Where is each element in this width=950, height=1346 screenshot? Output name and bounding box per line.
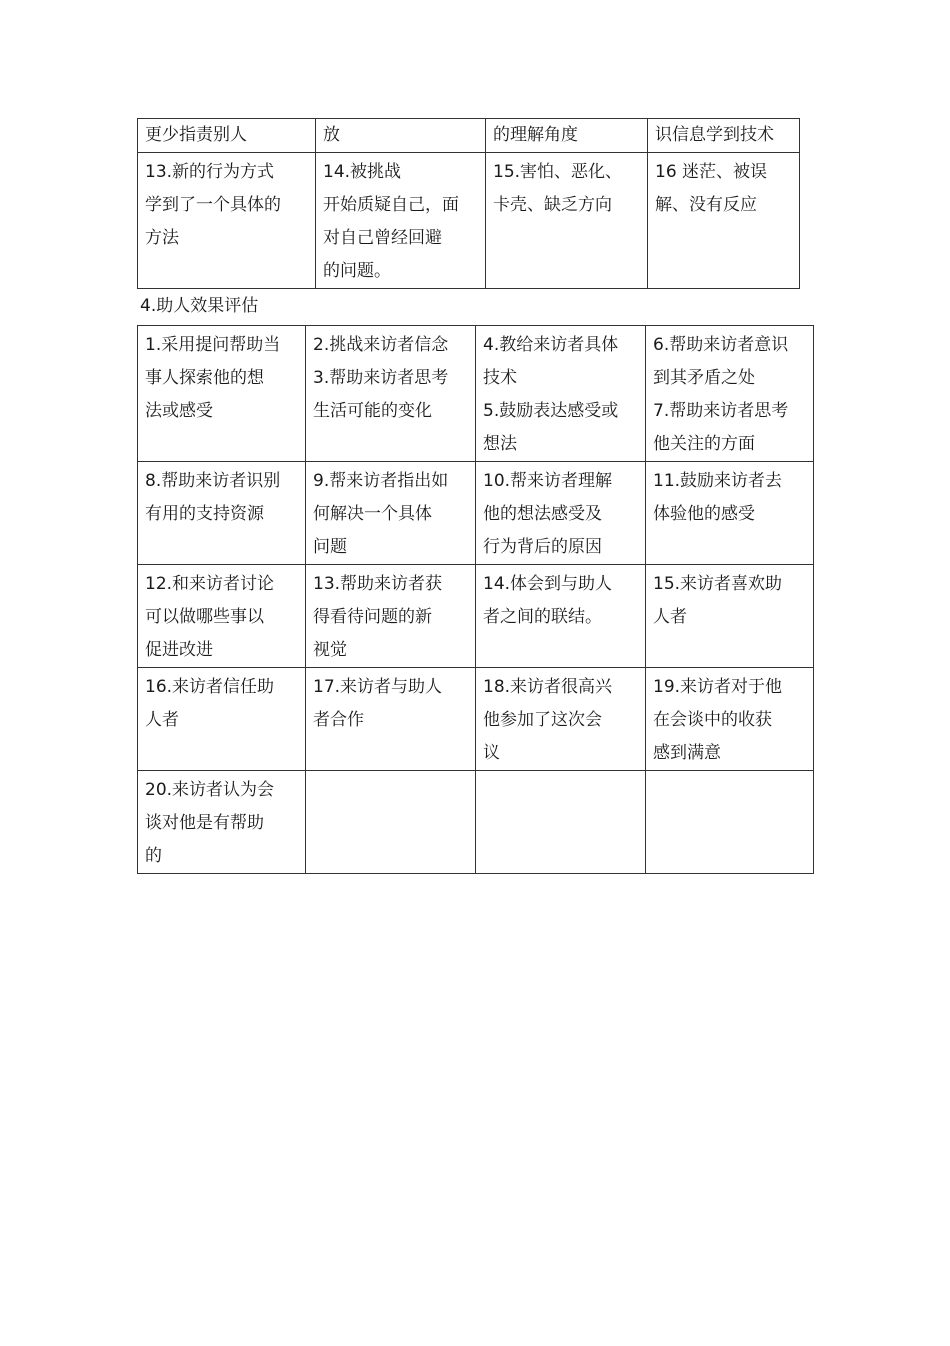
cell-text: 可以做哪些事以 xyxy=(145,607,264,627)
cell-text: 13.新的行为方式 xyxy=(145,162,275,182)
cell-text: 想法 xyxy=(483,434,517,454)
table-cell xyxy=(138,326,306,462)
cell-text: 开始质疑自己，面 xyxy=(323,195,459,215)
cell-text: 者合作 xyxy=(313,710,364,730)
table-cell xyxy=(646,326,814,462)
cell-text: 谈对他是有帮助 xyxy=(145,813,264,833)
cell-text: 14.被挑战 xyxy=(323,162,402,182)
cell-text: 解、没有反应 xyxy=(655,195,757,215)
cell-text: 15.害怕、恶化、 xyxy=(493,162,623,182)
cell-text: 他的想法感受及 xyxy=(483,504,602,524)
cell-text: 促进改进 xyxy=(145,640,213,660)
cell-text: 放 xyxy=(323,125,340,145)
cell-text: 到其矛盾之处 xyxy=(653,368,755,388)
cell-text: 者之间的联结。 xyxy=(483,607,602,627)
table-row xyxy=(138,771,814,874)
cell-text: 2.挑战来访者信念 xyxy=(313,335,449,355)
cell-text: 生活可能的变化 xyxy=(313,401,432,421)
cell-text: 人者 xyxy=(653,607,687,627)
table-row xyxy=(138,462,814,565)
table-cell xyxy=(476,668,646,771)
section-heading: 4.助人效果评估 xyxy=(140,296,259,316)
table-cell xyxy=(306,326,476,462)
cell-text: 14.体会到与助人 xyxy=(483,574,613,594)
table-cell xyxy=(476,462,646,565)
table-row xyxy=(138,668,814,771)
cell-text: 15.来访者喜欢助 xyxy=(653,574,783,594)
cell-text: 9.帮来访者指出如 xyxy=(313,471,449,491)
cell-text: 何解决一个具体 xyxy=(313,504,432,524)
table-row xyxy=(138,153,800,289)
table-cell xyxy=(646,462,814,565)
cell-text: 12.和来访者讨论 xyxy=(145,574,275,594)
table-row xyxy=(138,119,800,153)
cell-text: 卡壳、缺乏方向 xyxy=(493,195,612,215)
cell-text: 在会谈中的收获 xyxy=(653,710,772,730)
table-cell xyxy=(476,326,646,462)
cell-text: 方法 xyxy=(145,228,179,248)
cell-text: 的 xyxy=(145,846,162,866)
cell-text: 人者 xyxy=(145,710,179,730)
cell-text: 事人探索他的想 xyxy=(145,368,264,388)
cell-text: 的理解角度 xyxy=(493,125,578,145)
cell-text: 他参加了这次会 xyxy=(483,710,602,730)
table-cell xyxy=(138,153,316,289)
table-cell xyxy=(306,565,476,668)
cell-text: 识信息学到技术 xyxy=(655,125,774,145)
table-cell xyxy=(476,565,646,668)
table-row xyxy=(138,326,814,462)
table-cell xyxy=(316,119,486,153)
cell-text: 6.帮助来访者意识 xyxy=(653,335,789,355)
table-cell xyxy=(486,119,648,153)
table-cell xyxy=(646,565,814,668)
cell-text: 议 xyxy=(483,743,500,763)
table-row xyxy=(138,565,814,668)
cell-text: 16.来访者信任助 xyxy=(145,677,275,697)
table-cell xyxy=(316,153,486,289)
table-cell-empty xyxy=(646,771,814,874)
table-cell xyxy=(138,565,306,668)
cell-text: 更少指责别人 xyxy=(145,125,247,145)
cell-text: 3.帮助来访者思考 xyxy=(313,368,449,388)
table-cell xyxy=(306,462,476,565)
cell-text: 感到满意 xyxy=(653,743,721,763)
cell-text: 4.教给来访者具体 xyxy=(483,335,619,355)
cell-text: 问题 xyxy=(313,537,347,557)
table-cell xyxy=(306,668,476,771)
table-cell-empty xyxy=(306,771,476,874)
cell-text: 法或感受 xyxy=(145,401,213,421)
cell-text: 的问题。 xyxy=(323,261,391,281)
table-cell xyxy=(648,119,800,153)
cell-text: 5.鼓励表达感受或 xyxy=(483,401,619,421)
cell-text: 11.鼓励来访者去 xyxy=(653,471,783,491)
cell-text: 16 迷茫、被误 xyxy=(655,162,768,182)
cell-text: 19.来访者对于他 xyxy=(653,677,783,697)
cell-text: 体验他的感受 xyxy=(653,504,755,524)
cell-text: 视觉 xyxy=(313,640,347,660)
table-cell xyxy=(486,153,648,289)
helping-effect-table xyxy=(137,325,814,874)
cell-text: 10.帮来访者理解 xyxy=(483,471,613,491)
cell-text: 对自己曾经回避 xyxy=(323,228,442,248)
table-cell xyxy=(646,668,814,771)
cell-text: 行为背后的原因 xyxy=(483,537,602,557)
table-cell-empty xyxy=(476,771,646,874)
cell-text: 13.帮助来访者获 xyxy=(313,574,443,594)
cell-text: 1.采用提问帮助当 xyxy=(145,335,281,355)
table-cell xyxy=(138,668,306,771)
table-cell xyxy=(138,771,306,874)
cell-text: 20.来访者认为会 xyxy=(145,780,275,800)
cell-text: 18.来访者很高兴 xyxy=(483,677,613,697)
cell-text: 8.帮助来访者识别 xyxy=(145,471,281,491)
cell-text: 技术 xyxy=(483,368,517,388)
reaction-table xyxy=(137,118,800,289)
cell-text: 7.帮助来访者思考 xyxy=(653,401,789,421)
cell-text: 17.来访者与助人 xyxy=(313,677,443,697)
cell-text: 学到了一个具体的 xyxy=(145,195,281,215)
table-cell xyxy=(648,153,800,289)
table-cell xyxy=(138,462,306,565)
cell-text: 有用的支持资源 xyxy=(145,504,264,524)
table-cell xyxy=(138,119,316,153)
cell-text: 得看待问题的新 xyxy=(313,607,432,627)
cell-text: 他关注的方面 xyxy=(653,434,755,454)
